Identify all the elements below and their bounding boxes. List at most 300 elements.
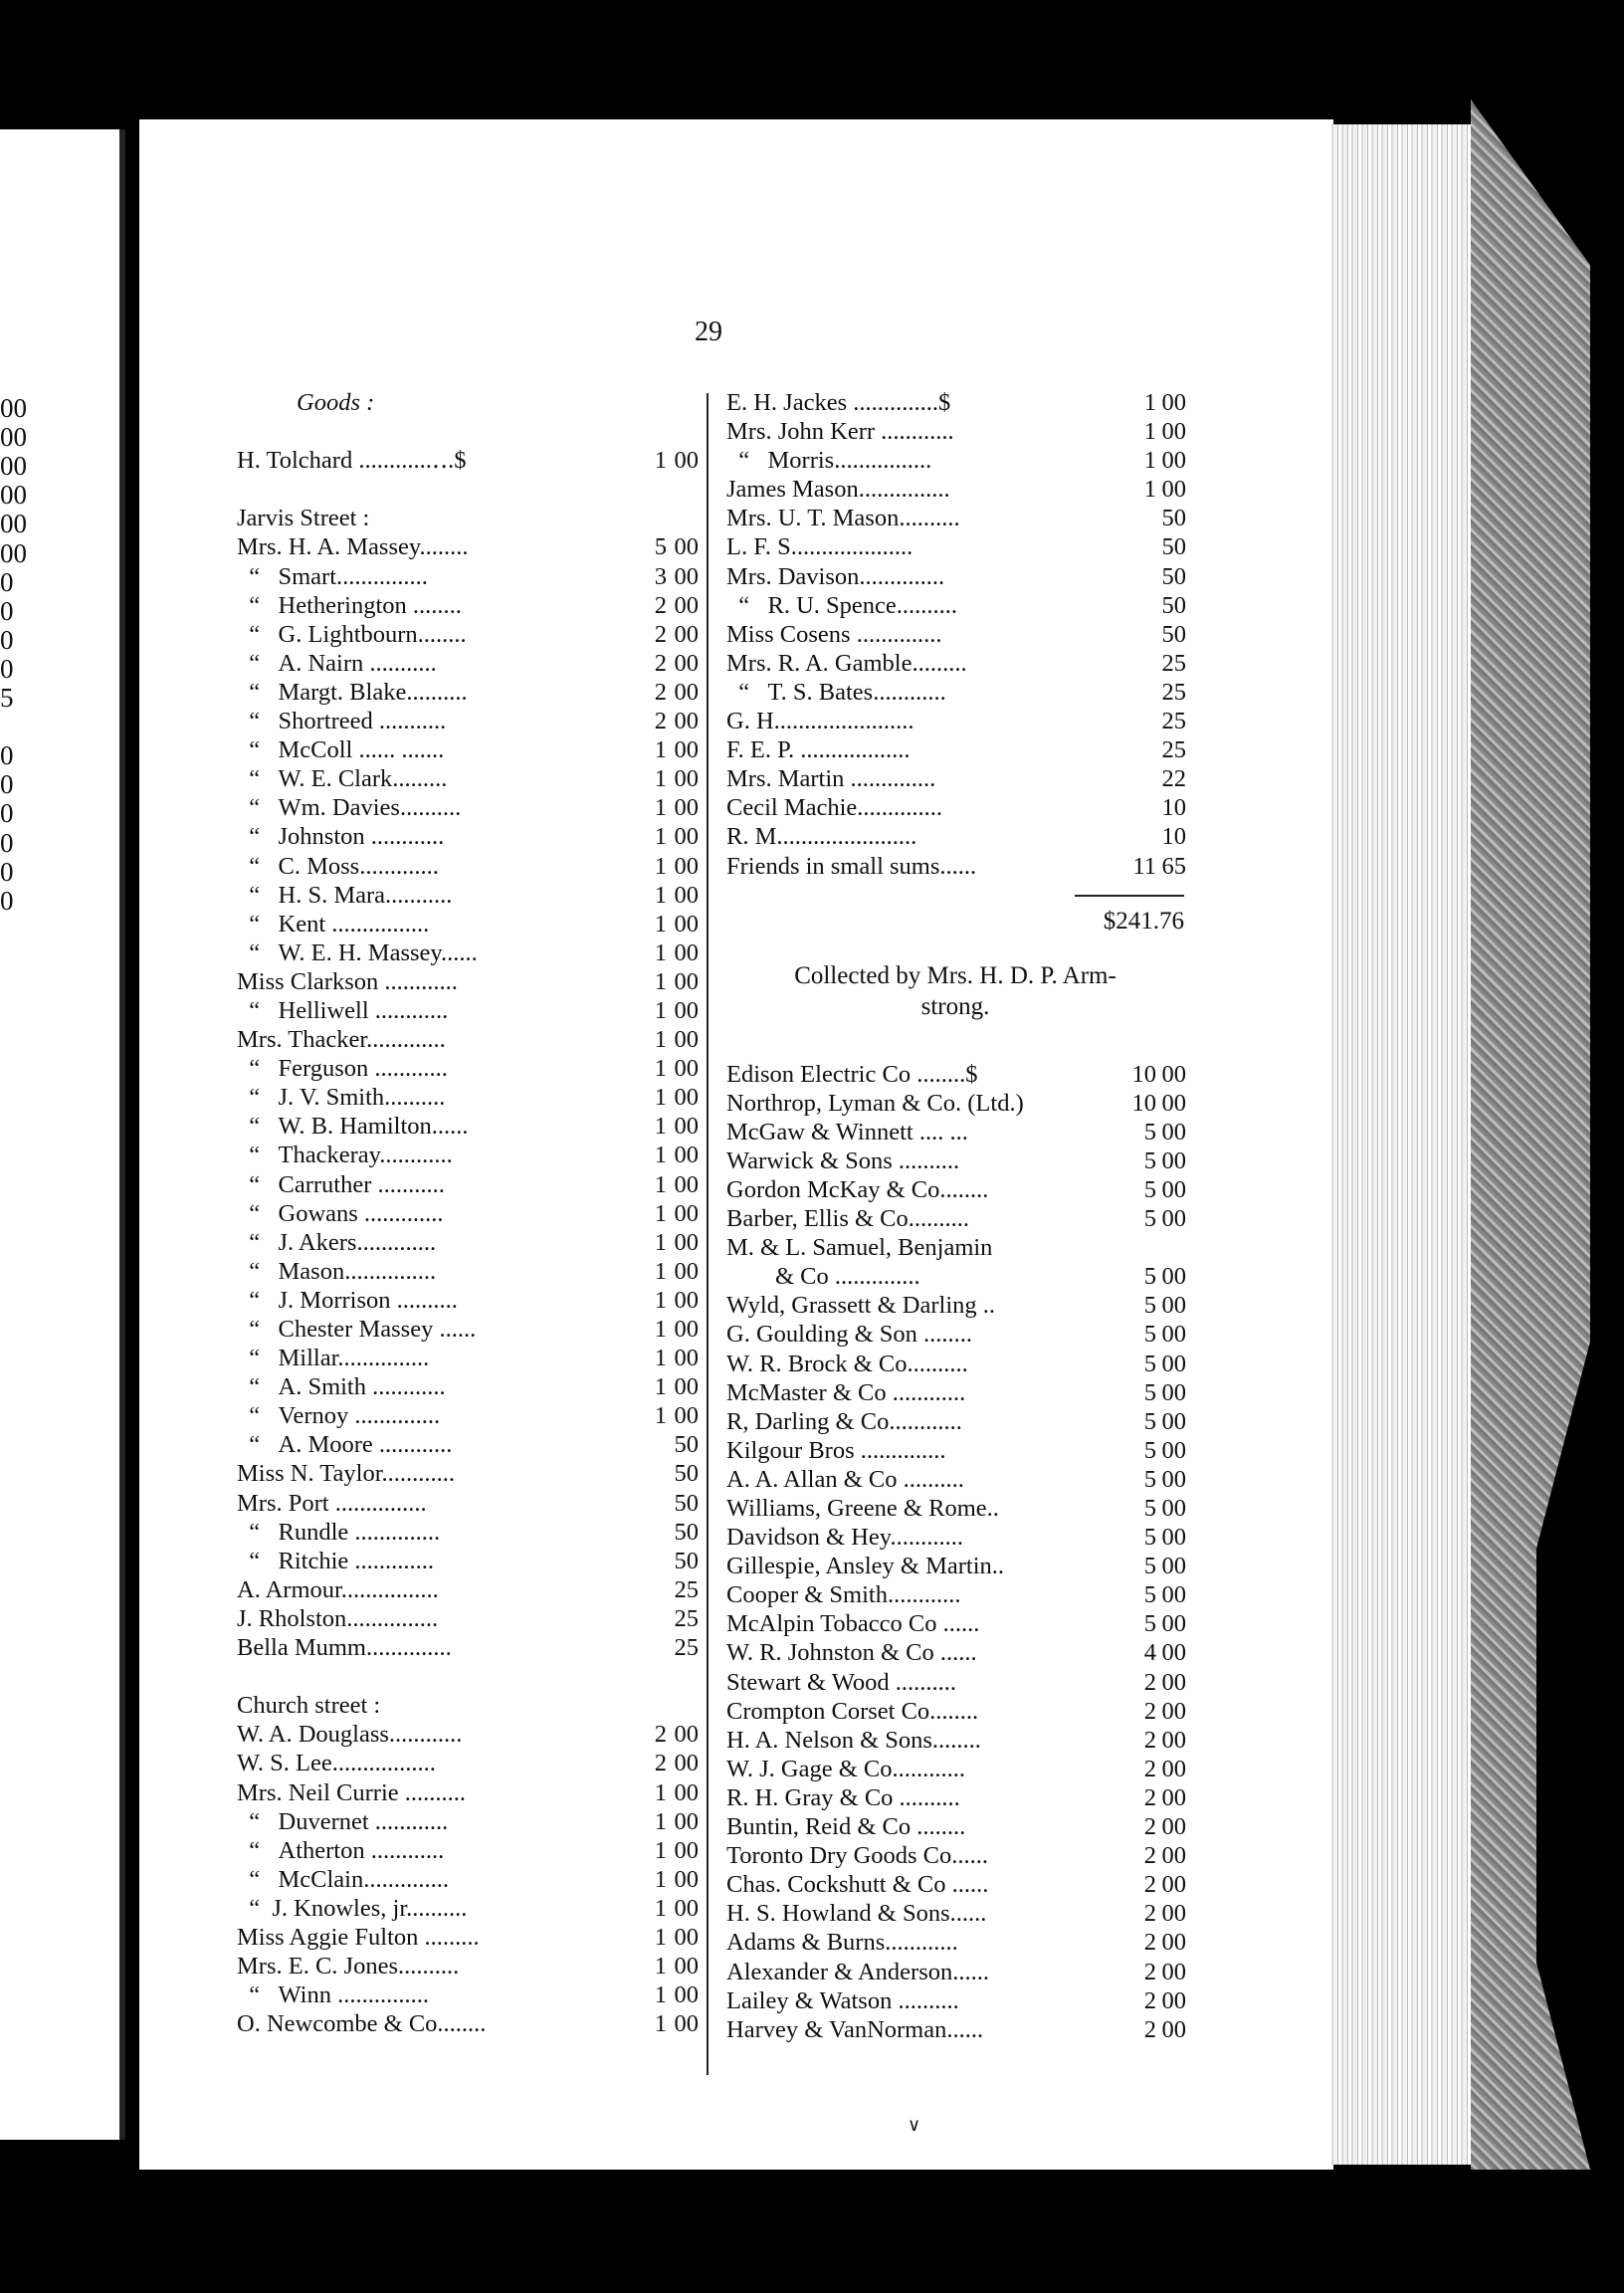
subscriber-name: “ H. S. Mara........... xyxy=(237,881,453,909)
amount-dollars: 2 xyxy=(1143,1958,1156,1985)
subscription-row xyxy=(237,735,697,764)
subscription-row xyxy=(237,1518,697,1547)
subscriber-name: “ A. Smith ............ xyxy=(237,1373,446,1401)
subscriber-name: & Co .............. xyxy=(726,1263,920,1291)
subscription-row xyxy=(726,707,1184,735)
amount-cents: 00 xyxy=(1161,389,1186,416)
subscriber-name: A. Armour................ xyxy=(237,1575,439,1603)
subscriber-name: Miss N. Taylor............ xyxy=(237,1460,456,1488)
subscription-row xyxy=(237,1025,697,1054)
amount-dollars: 2 xyxy=(1143,1726,1156,1754)
amount-dollars: 5 xyxy=(1143,1581,1156,1609)
amount-dollars: 5 xyxy=(654,533,667,561)
amount-cents: 00 xyxy=(674,447,699,475)
amount-dollars: 2 xyxy=(654,620,667,648)
subscription-row xyxy=(726,1697,1184,1726)
subscriber-name: Barber, Ellis & Co.......... xyxy=(726,1205,969,1233)
amount-dollars: 1 xyxy=(654,1257,667,1285)
amount-dollars: 1 xyxy=(654,1953,667,1980)
subscriber-name: “ R. U. Spence.......... xyxy=(726,591,958,619)
subscription-row xyxy=(237,852,697,881)
amount-dollars: 1 xyxy=(654,1865,667,1893)
subscription-row xyxy=(726,1494,1184,1523)
amount-cents: 00 xyxy=(674,1894,699,1922)
subscriber-name: A. A. Allan & Co .......... xyxy=(726,1465,964,1493)
subscription-row xyxy=(726,532,1184,561)
printer-mark: ∨ xyxy=(908,2115,921,2135)
amount-dollars: 2 xyxy=(1143,1842,1156,1870)
amount-dollars: 1 xyxy=(654,794,667,822)
subscription-row xyxy=(237,1315,697,1344)
amount-cents: 25 xyxy=(1161,708,1186,735)
amount-dollars: 1 xyxy=(654,1026,667,1054)
amount-dollars: 5 xyxy=(1143,1350,1156,1377)
subscriber-name: Cooper & Smith............ xyxy=(726,1581,961,1609)
facing-page-fragment: 0 xyxy=(0,740,14,771)
amount-cents: 10 xyxy=(1161,794,1186,822)
subscriber-name: J. Rholston............... xyxy=(237,1604,439,1632)
amount-dollars: 5 xyxy=(1143,1263,1156,1291)
amount-cents: 00 xyxy=(674,1142,699,1169)
subscription-row xyxy=(237,1489,697,1518)
section-heading-goods: Goods : xyxy=(297,389,375,416)
subscriber-name: “ G. Lightbourn........ xyxy=(237,620,467,648)
subscription-row xyxy=(237,562,697,591)
amount-dollars: 1 xyxy=(654,1402,667,1430)
subscription-row xyxy=(237,1141,697,1169)
subtotal: $241.76 xyxy=(1103,907,1184,935)
amount-dollars: 2 xyxy=(1143,1783,1156,1811)
amount-dollars: 5 xyxy=(1143,1407,1156,1435)
subscription-row xyxy=(237,967,697,996)
subscriber-name: H. Tolchard ............‥.$ xyxy=(237,447,467,475)
amount-cents: 00 xyxy=(674,881,699,909)
amount-dollars: 2 xyxy=(1143,1929,1156,1957)
amount-dollars: 2 xyxy=(654,1750,667,1777)
subscription-row xyxy=(726,2015,1184,2044)
amount-cents: 50 xyxy=(674,1460,699,1488)
amount-dollars: 1 xyxy=(654,1836,667,1864)
subscription-row xyxy=(726,852,1184,881)
amount-cents: 00 xyxy=(674,708,699,735)
subscriber-name: Mrs. E. C. Jones.......... xyxy=(237,1953,460,1980)
subscriber-name: F. E. P. .................. xyxy=(726,736,911,764)
amount-cents: 00 xyxy=(1161,1495,1186,1522)
amount-dollars: 1 xyxy=(1143,476,1156,504)
amount-cents: 00 xyxy=(1161,1060,1186,1088)
subscription-row xyxy=(726,1175,1184,1204)
subscription-row xyxy=(726,1552,1184,1580)
subscriber-name: Mrs. John Kerr ............ xyxy=(726,418,954,446)
amount-cents: 00 xyxy=(674,1807,699,1835)
amount-cents: 00 xyxy=(674,562,699,590)
amount-cents: 00 xyxy=(1161,1783,1186,1811)
amount-cents: 25 xyxy=(1161,736,1186,764)
subscriber-name: “ Mason............... xyxy=(237,1257,437,1285)
subscription-row xyxy=(237,1778,697,1807)
subscriber-name: Friends in small sums...... xyxy=(726,852,977,880)
collected-by-heading xyxy=(726,960,1184,1022)
subscription-row xyxy=(237,1372,697,1401)
amount-cents: 00 xyxy=(1161,447,1186,475)
subscription-row xyxy=(726,446,1184,475)
subscription-row xyxy=(237,1894,697,1923)
subscriber-name: “ T. S. Bates............ xyxy=(726,678,946,706)
subscriber-name: Miss Cosens .............. xyxy=(726,620,942,648)
subscription-row xyxy=(726,1986,1184,2015)
amount-dollars: 3 xyxy=(654,562,667,590)
amount-dollars: 5 xyxy=(1143,1378,1156,1406)
subscription-row xyxy=(237,1952,697,1980)
amount-cents: 00 xyxy=(674,1750,699,1777)
subscription-row xyxy=(237,649,697,678)
amount-cents: 00 xyxy=(674,620,699,648)
subscriber-name: Kilgour Bros .............. xyxy=(726,1436,946,1464)
subscription-row xyxy=(237,1459,697,1488)
page-number: 29 xyxy=(695,316,722,347)
amount-dollars: 1 xyxy=(654,1894,667,1922)
amount-cents: 00 xyxy=(1161,1465,1186,1493)
subscriber-name: R, Darling & Co............ xyxy=(726,1407,962,1435)
amount-cents: 25 xyxy=(674,1575,699,1603)
subscriber-name: “ Chester Massey ...... xyxy=(237,1316,477,1343)
subscriber-name: “ Carruther ........... xyxy=(237,1170,445,1198)
amount-cents: 00 xyxy=(674,1953,699,1980)
amount-cents: 00 xyxy=(1161,1553,1186,1580)
subscriber-name: Warwick & Sons .......... xyxy=(726,1146,960,1174)
facing-page-fragment: 00 xyxy=(0,451,27,482)
subscriber-name: “ W. E. H. Massey...... xyxy=(237,938,478,966)
subscription-row xyxy=(237,1575,697,1604)
amount-dollars: 5 xyxy=(1143,1495,1156,1522)
right-column xyxy=(726,388,1184,2044)
amount-cents: 00 xyxy=(1161,1581,1186,1609)
subscription-row xyxy=(237,1401,697,1430)
subscription-row xyxy=(726,822,1184,851)
subscription-row xyxy=(726,735,1184,764)
subscription-row xyxy=(726,1407,1184,1436)
subscription-row xyxy=(726,1928,1184,1957)
subscription-row xyxy=(726,591,1184,620)
amount-cents: 00 xyxy=(674,1170,699,1198)
subscriber-name: Miss Aggie Fulton ......... xyxy=(237,1923,480,1951)
subscriber-name: L. F. S.................... xyxy=(726,533,914,561)
subscriber-name: “ McColl ...... ....... xyxy=(237,736,445,764)
amount-dollars: 1 xyxy=(654,1316,667,1343)
subscription-row xyxy=(237,822,697,851)
subscriber-name: Chas. Cockshutt & Co ...... xyxy=(726,1871,989,1899)
subscription-row xyxy=(726,620,1184,649)
street-heading: Jarvis Street : xyxy=(237,505,370,532)
subscriber-name: “ Wm. Davies.......... xyxy=(237,794,462,822)
facing-page-fragment: 0 xyxy=(0,827,14,858)
amount-cents: 00 xyxy=(1161,1871,1186,1899)
subscriber-name: H. A. Nelson & Sons........ xyxy=(726,1726,981,1754)
page-fore-edge xyxy=(1328,124,1473,2165)
amount-dollars: 1 xyxy=(654,881,667,909)
amount-dollars: 11 xyxy=(1132,852,1156,880)
subscriber-name: R. M....................... xyxy=(726,823,917,851)
subscription-row xyxy=(726,1958,1184,1986)
subscriber-name: “ Vernoy .............. xyxy=(237,1402,441,1430)
subscription-row xyxy=(726,764,1184,793)
amount-cents: 00 xyxy=(674,1199,699,1227)
subscriber-name: Mrs. Neil Currie .......... xyxy=(237,1778,466,1806)
amount-cents: 00 xyxy=(1161,1263,1186,1291)
amount-cents: 00 xyxy=(1161,1118,1186,1146)
amount-dollars: 5 xyxy=(1143,1465,1156,1493)
subscriber-name: Mrs. Davison.............. xyxy=(726,562,945,590)
subscription-row xyxy=(726,1378,1184,1407)
amount-dollars: 1 xyxy=(1143,447,1156,475)
amount-dollars: 2 xyxy=(1143,1697,1156,1725)
subscriber-name: “ Smart............... xyxy=(237,562,428,590)
left-column xyxy=(237,388,697,2038)
amount-cents: 00 xyxy=(674,1981,699,2009)
subscription-row xyxy=(726,649,1184,678)
amount-cents: 00 xyxy=(1161,1842,1186,1870)
amount-dollars: 1 xyxy=(654,1286,667,1314)
subscription-row xyxy=(726,1870,1184,1899)
subscriber-name: M. & L. Samuel, Benjamin xyxy=(726,1234,993,1262)
amount-dollars: 1 xyxy=(1143,389,1156,416)
subscriber-name: Mrs. H. A. Massey........ xyxy=(237,533,469,561)
amount-cents: 00 xyxy=(1161,1205,1186,1233)
amount-dollars: 2 xyxy=(654,708,667,735)
amount-dollars: 5 xyxy=(1143,1146,1156,1174)
subscription-row xyxy=(237,2009,697,2038)
subscriber-name: Edison Electric Co ........$ xyxy=(726,1060,978,1088)
subscription-row xyxy=(726,1118,1184,1146)
subscription-row xyxy=(237,591,697,620)
amount-cents: 00 xyxy=(674,938,699,966)
collected-by-line: strong. xyxy=(920,992,990,1020)
subscriber-name: Gillespie, Ansley & Martin.. xyxy=(726,1553,1004,1580)
subscription-row xyxy=(726,1523,1184,1552)
subscription-row xyxy=(237,1865,697,1894)
subscriber-name: Mrs. U. T. Mason.......... xyxy=(726,505,960,532)
facing-page-fragment: 00 xyxy=(0,509,27,539)
subscription-row xyxy=(237,1170,697,1199)
subscription-row xyxy=(237,1836,697,1865)
subscription-row xyxy=(726,1812,1184,1841)
amount-cents: 00 xyxy=(1161,1350,1186,1377)
amount-cents: 10 xyxy=(1161,823,1186,851)
amount-cents: 25 xyxy=(674,1634,699,1662)
subscriber-name: “ Atherton ............ xyxy=(237,1836,445,1864)
amount-dollars: 4 xyxy=(1143,1639,1156,1667)
amount-dollars: 5 xyxy=(1143,1436,1156,1464)
amount-dollars: 1 xyxy=(654,996,667,1024)
facing-page-edge xyxy=(0,129,125,2140)
subscription-row xyxy=(726,1436,1184,1465)
subscription-row xyxy=(726,1089,1184,1118)
subscriber-name: Toronto Dry Goods Co...... xyxy=(726,1842,989,1870)
amount-cents: 00 xyxy=(674,1055,699,1083)
subscription-row xyxy=(726,793,1184,822)
amount-cents: 00 xyxy=(674,591,699,619)
facing-page-fragment: 0 xyxy=(0,798,14,829)
amount-cents: 00 xyxy=(1161,1668,1186,1696)
subscriber-name: W. R. Johnston & Co ...... xyxy=(726,1639,977,1667)
amount-dollars: 2 xyxy=(1143,1668,1156,1696)
subscription-row xyxy=(726,1638,1184,1667)
amount-cents: 25 xyxy=(1161,678,1186,706)
subscriber-name: W. R. Brock & Co.......... xyxy=(726,1350,968,1377)
subscription-row xyxy=(237,1228,697,1257)
subscription-row xyxy=(237,764,697,793)
amount-dollars: 1 xyxy=(654,938,667,966)
amount-dollars: 2 xyxy=(1143,1986,1156,2014)
subscriber-name: James Mason............... xyxy=(726,476,950,504)
subscription-row xyxy=(726,1233,1184,1262)
amount-cents: 22 xyxy=(1161,765,1186,793)
amount-dollars: 1 xyxy=(654,1778,667,1806)
amount-dollars: 2 xyxy=(654,1721,667,1749)
amount-cents: 00 xyxy=(674,1113,699,1141)
amount-cents: 50 xyxy=(1161,505,1186,532)
amount-cents: 00 xyxy=(674,1778,699,1806)
subscription-row xyxy=(237,1112,697,1141)
subscriber-name: Williams, Greene & Rome.. xyxy=(726,1495,999,1522)
amount-cents: 00 xyxy=(1161,1089,1186,1117)
amount-dollars: 1 xyxy=(654,447,667,475)
subscription-row xyxy=(726,1899,1184,1928)
amount-dollars: 5 xyxy=(1143,1553,1156,1580)
subscription-row xyxy=(726,1783,1184,1812)
amount-dollars: 1 xyxy=(654,1142,667,1169)
amount-cents: 00 xyxy=(674,533,699,561)
subscription-row xyxy=(237,1604,697,1633)
facing-page-fragment: 00 xyxy=(0,422,27,453)
amount-cents: 00 xyxy=(1161,2015,1186,2043)
subscriber-name: “ A. Nairn ........... xyxy=(237,649,437,677)
subscriber-name: Stewart & Wood .......... xyxy=(726,1668,956,1696)
subscriber-name: G. Goulding & Son ........ xyxy=(726,1321,973,1349)
subscriber-name: Adams & Burns............ xyxy=(726,1929,958,1957)
amount-dollars: 5 xyxy=(1143,1524,1156,1552)
amount-dollars: 2 xyxy=(1143,1871,1156,1899)
facing-page-fragment: 0 xyxy=(0,624,14,655)
subscriber-name: Mrs. Thacker............. xyxy=(237,1026,446,1054)
amount-dollars: 1 xyxy=(654,1807,667,1835)
subscriber-name: McGaw & Winnett .... ... xyxy=(726,1118,968,1146)
amount-dollars: 1 xyxy=(654,1373,667,1401)
amount-dollars: 1 xyxy=(654,2010,667,2038)
amount-dollars: 1 xyxy=(654,967,667,995)
amount-dollars: 5 xyxy=(1143,1205,1156,1233)
amount-dollars: 5 xyxy=(1143,1175,1156,1203)
subscription-row xyxy=(726,475,1184,504)
amount-dollars: 10 xyxy=(1131,1089,1156,1117)
subscriber-name: “ A. Moore ............ xyxy=(237,1431,453,1459)
amount-cents: 00 xyxy=(1161,1755,1186,1782)
subscription-row xyxy=(237,1547,697,1575)
subscriber-name: Lailey & Watson .......... xyxy=(726,1986,959,2014)
subscription-row xyxy=(237,620,697,649)
subscription-row xyxy=(726,1841,1184,1870)
facing-page-fragment: 00 xyxy=(0,537,27,568)
subscription-row xyxy=(237,996,697,1025)
subscription-row xyxy=(237,881,697,910)
subscriber-name: W. A. Douglass............ xyxy=(237,1721,463,1749)
subscriber-name: “ Shortreed ........... xyxy=(237,708,447,735)
total-rule xyxy=(1075,895,1184,897)
amount-cents: 00 xyxy=(674,996,699,1024)
subscription-row xyxy=(237,678,697,707)
subscription-row xyxy=(237,707,697,735)
subscriber-name: “ Margt. Blake.......... xyxy=(237,678,468,706)
amount-dollars: 1 xyxy=(654,1113,667,1141)
subscription-row xyxy=(237,1430,697,1459)
subscriber-name: H. S. Howland & Sons...... xyxy=(726,1900,987,1928)
amount-cents: 50 xyxy=(1161,591,1186,619)
subscription-row xyxy=(726,1755,1184,1783)
subscriber-name: Bella Mumm.............. xyxy=(237,1634,452,1662)
subscriber-name: “ Helliwell ............ xyxy=(237,996,449,1024)
amount-cents: 50 xyxy=(674,1518,699,1546)
collected-by-line: Collected by Mrs. H. D. P. Arm- xyxy=(794,961,1116,989)
amount-dollars: 1 xyxy=(654,1055,667,1083)
subscription-row xyxy=(726,1465,1184,1494)
facing-page-fragment: 0 xyxy=(0,653,14,684)
subscriber-name: Mrs. Port ............... xyxy=(237,1489,427,1517)
subscriber-name: “ J. Morrison .......... xyxy=(237,1286,458,1314)
amount-cents: 00 xyxy=(674,823,699,851)
amount-dollars: 1 xyxy=(1143,418,1156,446)
subscription-row xyxy=(237,1720,697,1749)
subscriber-name: Alexander & Anderson...... xyxy=(726,1958,989,1985)
subscriber-name: “ Kent ................ xyxy=(237,910,430,938)
amount-cents: 00 xyxy=(1161,1146,1186,1174)
amount-cents: 00 xyxy=(674,967,699,995)
subscription-row xyxy=(726,1350,1184,1378)
amount-cents: 00 xyxy=(1161,1610,1186,1638)
subscription-row xyxy=(726,1668,1184,1697)
subscription-row xyxy=(726,1262,1184,1291)
subscriber-name: “ Duvernet ............ xyxy=(237,1807,449,1835)
facing-page-fragment: 0 xyxy=(0,856,14,887)
amount-cents: 50 xyxy=(674,1547,699,1574)
amount-cents: 50 xyxy=(674,1489,699,1517)
subscription-row xyxy=(237,1286,697,1315)
subscription-row xyxy=(726,1060,1184,1089)
amount-cents: 00 xyxy=(1161,476,1186,504)
subscriber-name: W. S. Lee................. xyxy=(237,1750,436,1777)
amount-cents: 00 xyxy=(674,2010,699,2038)
subscription-row xyxy=(237,1257,697,1286)
amount-cents: 00 xyxy=(1161,1726,1186,1754)
subscriber-name: McAlpin Tobacco Co ...... xyxy=(726,1610,980,1638)
subscription-row xyxy=(237,532,697,561)
subscriber-name: “ Winn ............... xyxy=(237,1981,429,2009)
amount-cents: 00 xyxy=(1161,418,1186,446)
subscription-row xyxy=(726,1291,1184,1320)
amount-cents: 00 xyxy=(674,736,699,764)
amount-cents: 00 xyxy=(1161,1175,1186,1203)
amount-dollars: 2 xyxy=(654,678,667,706)
subscriber-name: Davidson & Hey............ xyxy=(726,1524,963,1552)
amount-dollars: 5 xyxy=(1143,1292,1156,1320)
amount-dollars: 1 xyxy=(654,1199,667,1227)
amount-cents: 00 xyxy=(674,910,699,938)
amount-cents: 00 xyxy=(1161,1813,1186,1841)
subscription-row xyxy=(237,1633,697,1662)
amount-dollars: 5 xyxy=(1143,1118,1156,1146)
subscription-row xyxy=(237,1923,697,1952)
book-cover xyxy=(1471,100,1590,2170)
subscriber-name: “ J. Akers............. xyxy=(237,1228,437,1256)
